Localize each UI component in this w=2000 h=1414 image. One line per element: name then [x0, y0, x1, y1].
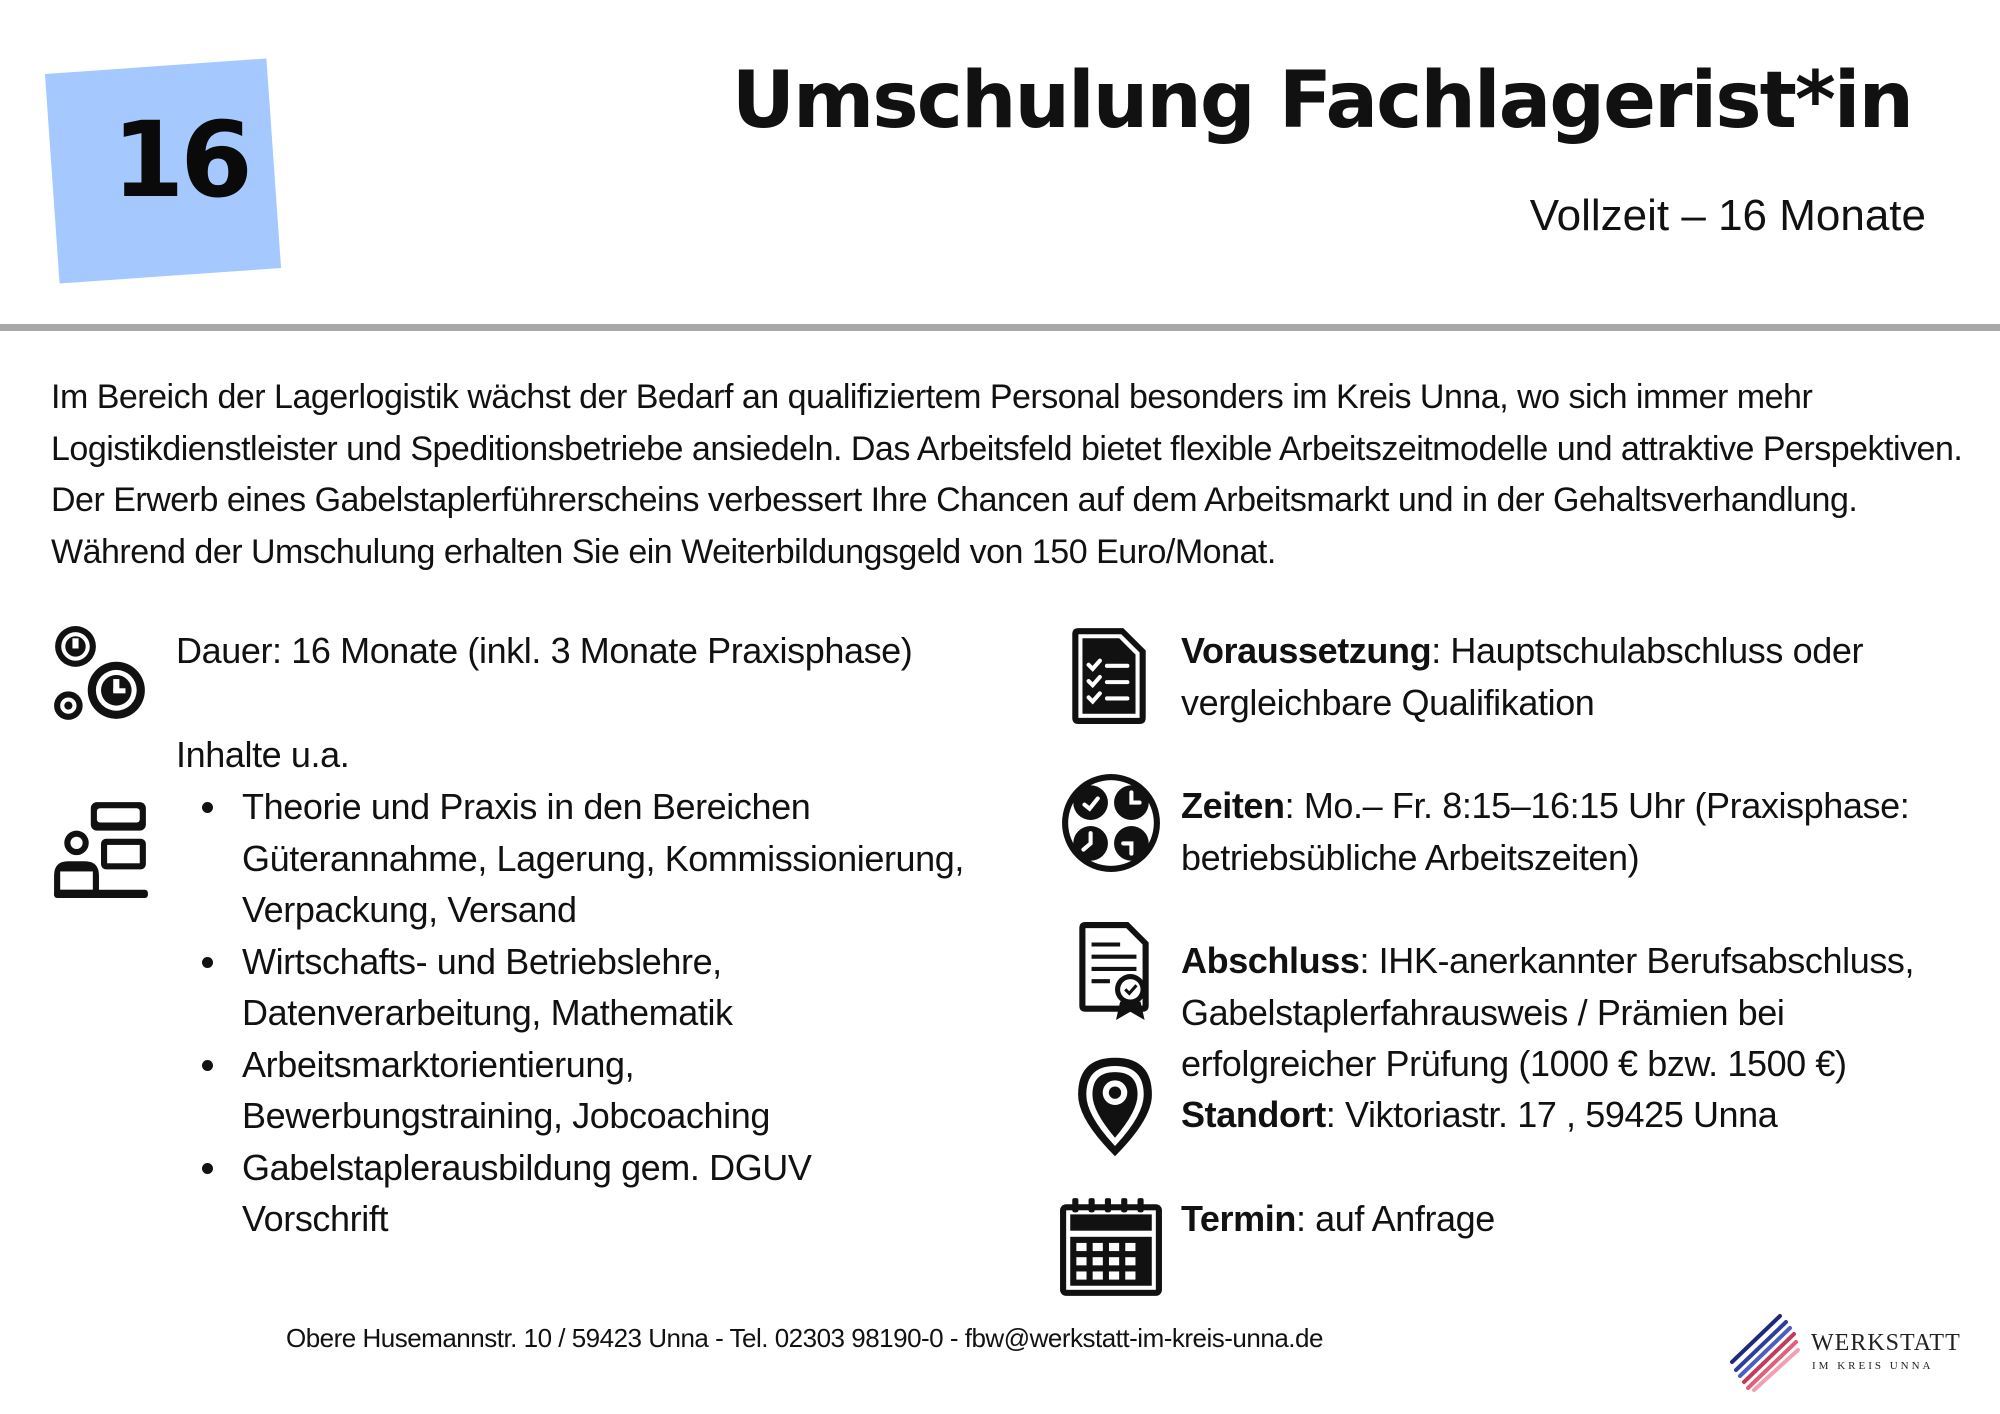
gears-clock-icon	[50, 624, 152, 726]
certificate-icon	[1075, 920, 1153, 1022]
badge-number: 16	[112, 99, 249, 221]
logo	[1728, 1310, 1961, 1392]
contents-list	[176, 781, 976, 1245]
requirement-label: Voraussetzung	[1181, 630, 1432, 671]
logo-stripes-icon	[1728, 1310, 1808, 1392]
location-info	[1181, 1089, 1971, 1141]
duration-text: Dauer: 16 Monate (inkl. 3 Monate Praxisphase)	[176, 630, 913, 671]
degree-label: Abschluss	[1181, 940, 1360, 981]
location-pin-icon	[1074, 1055, 1156, 1159]
times-info	[1181, 780, 1971, 883]
list-item: Theorie und Praxis in den Bereichen Güterannahme, Lagerung, Kommissionierung, Verpackung, Versand	[176, 781, 976, 936]
contents-label: Inhalte u.a.	[176, 734, 350, 775]
intro-paragraph: Im Bereich der Lagerlogistik wächst der Bedarf an qualifiziertem Personal besonders im Kreis Unna, wo sich immer mehr Logistikdienstleister und Speditionsbetriebe ansiedeln. Das Arbeitsfeld bietet flexible Arbeitszeitmodelle und attraktive Perspektiven. Der Erwerb eines Gabelstaplerführerscheins verbessert Ihre Chancen auf dem Arbeitsmarkt und in der Gehaltsverhandlung. Während der Umschulung erhalten Sie ein Weiterbildungsgeld von 150 Euro/Monat.	[51, 378, 1963, 571]
appointment-info	[1181, 1193, 1971, 1245]
online-learning-icon	[50, 798, 152, 900]
list-item: Gabelstaplerausbildung gem. DGUV Vorschrift	[176, 1142, 902, 1245]
times-label: Zeiten	[1181, 785, 1285, 826]
requirement-text: : Hauptschulabschluss oder vergleichbare Qualifikation	[1181, 630, 1864, 723]
page-subtitle: Vollzeit – 16 Monate	[1529, 191, 1926, 240]
clocks-icon	[1060, 772, 1162, 874]
location-text: : Viktoriastr. 17 , 59425 Unna	[1325, 1094, 1778, 1135]
appointment-text: : auf Anfrage	[1295, 1198, 1495, 1239]
logo-sub: IM KREIS UNNA	[1812, 1360, 1934, 1372]
header-divider	[0, 324, 2000, 331]
requirement-info	[1181, 625, 1971, 728]
list-item: Arbeitsmarktorientierung, Bewerbungstraining, Jobcoaching	[176, 1039, 802, 1142]
appointment-label: Termin	[1181, 1198, 1296, 1239]
logo-word: WERKSTATT	[1811, 1330, 1961, 1356]
degree-info	[1181, 935, 1971, 1090]
list-item: Wirtschafts- und Betriebslehre, Datenverarbeitung, Mathematik	[176, 936, 802, 1039]
calendar-icon	[1058, 1196, 1164, 1298]
times-text: : Mo.– Fr. 8:15–16:15 Uhr (Praxisphase: betriebsübliche Arbeitszeiten)	[1181, 785, 1910, 878]
degree-text: : IHK-anerkannter Berufsabschluss, Gabelstaplerfahrausweis / Prämien bei erfolgreicher Prüfung (1000 € bzw. 1500 €)	[1181, 940, 1915, 1084]
checklist-document-icon	[1068, 624, 1150, 726]
footer-contact: Obere Husemannstr. 10 / 59423 Unna - Tel. 02303 98190-0 - fbw@werkstatt-im-kreis-unna.de	[286, 1323, 1323, 1353]
location-label: Standort	[1181, 1094, 1326, 1135]
page-title: Umschulung Fachlagerist*in	[731, 56, 1912, 146]
